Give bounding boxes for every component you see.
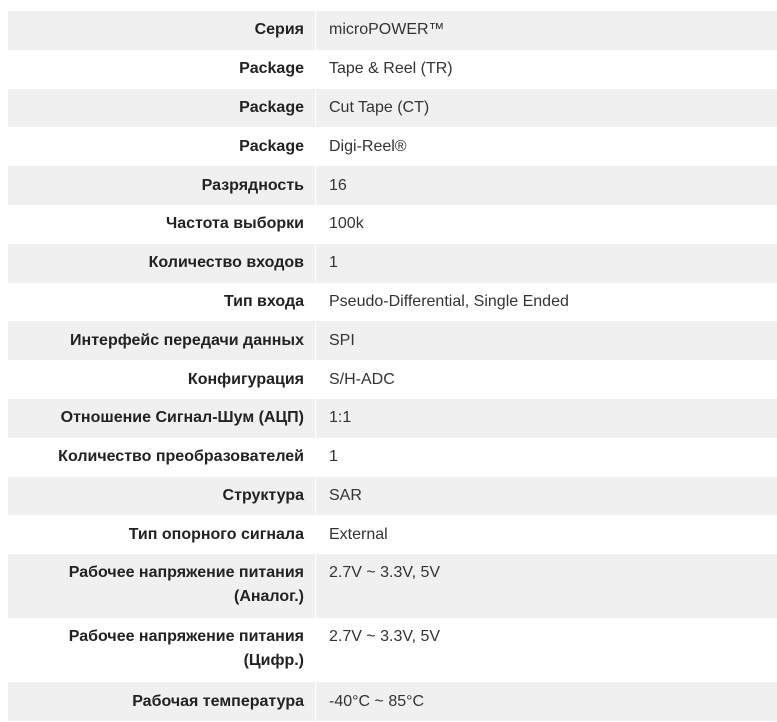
spec-label: Отношение Сигнал-Шум (АЦП): [8, 399, 315, 438]
spec-value: 1:1: [316, 399, 777, 438]
spec-row: [8, 11, 777, 50]
spec-label: Рабочее напряжение питания (Цифр.): [68, 628, 304, 670]
spec-row: [8, 321, 777, 360]
spec-value: microPOWER™: [316, 11, 777, 50]
spec-label: Рабочая температура: [8, 682, 315, 721]
spec-value: SPI: [316, 321, 777, 360]
spec-value: SAR: [316, 477, 777, 516]
spec-row: [8, 283, 777, 322]
spec-label: Частота выборки: [166, 215, 304, 233]
spec-label: Серия: [8, 11, 315, 50]
spec-value: 2.7V ~ 3.3V, 5V: [329, 628, 441, 646]
spec-label: Структура: [8, 477, 315, 516]
spec-value: S/H-ADC: [329, 370, 395, 388]
spec-label: Количество входов: [8, 244, 315, 283]
spec-row: [8, 438, 777, 477]
spec-label: Количество преобразователей: [58, 448, 304, 466]
spec-label: Разрядность: [8, 166, 315, 205]
spec-value: Cut Tape (CT): [316, 89, 777, 128]
spec-label: Package: [8, 89, 315, 128]
spec-row: [8, 244, 777, 283]
spec-row: [8, 205, 777, 244]
spec-row: [8, 360, 777, 399]
spec-label: Package: [239, 137, 304, 155]
spec-value: -40°C ~ 85°C: [316, 682, 777, 721]
spec-row: [8, 89, 777, 128]
spec-row: [8, 515, 777, 554]
spec-label: Тип входа: [223, 292, 304, 310]
spec-value: 16: [316, 166, 777, 205]
spec-label: Конфигурация: [187, 370, 304, 388]
spec-value: 100k: [329, 215, 364, 233]
spec-label: Package: [239, 60, 304, 78]
spec-row: [8, 477, 777, 516]
spec-value: Digi-Reel®: [329, 137, 407, 155]
spec-row: [8, 50, 777, 89]
spec-value: Pseudo-Differential, Single Ended: [329, 292, 569, 310]
spec-row: [8, 682, 777, 721]
spec-row: [8, 399, 777, 438]
spec-value: External: [329, 525, 388, 543]
spec-value: Tape & Reel (TR): [329, 60, 453, 78]
spec-row: [8, 554, 777, 618]
spec-row: [8, 166, 777, 205]
spec-value: 2.7V ~ 3.3V, 5V: [316, 554, 777, 618]
specifications-table: [8, 11, 777, 721]
spec-label: Тип опорного сигнала: [128, 525, 304, 543]
spec-label: Интерфейс передачи данных: [8, 321, 315, 360]
spec-row: [8, 618, 777, 682]
spec-value: 1: [316, 244, 777, 283]
spec-label: Рабочее напряжение питания (Аналог.): [8, 554, 315, 618]
spec-row: [8, 127, 777, 166]
spec-value: 1: [329, 448, 338, 466]
